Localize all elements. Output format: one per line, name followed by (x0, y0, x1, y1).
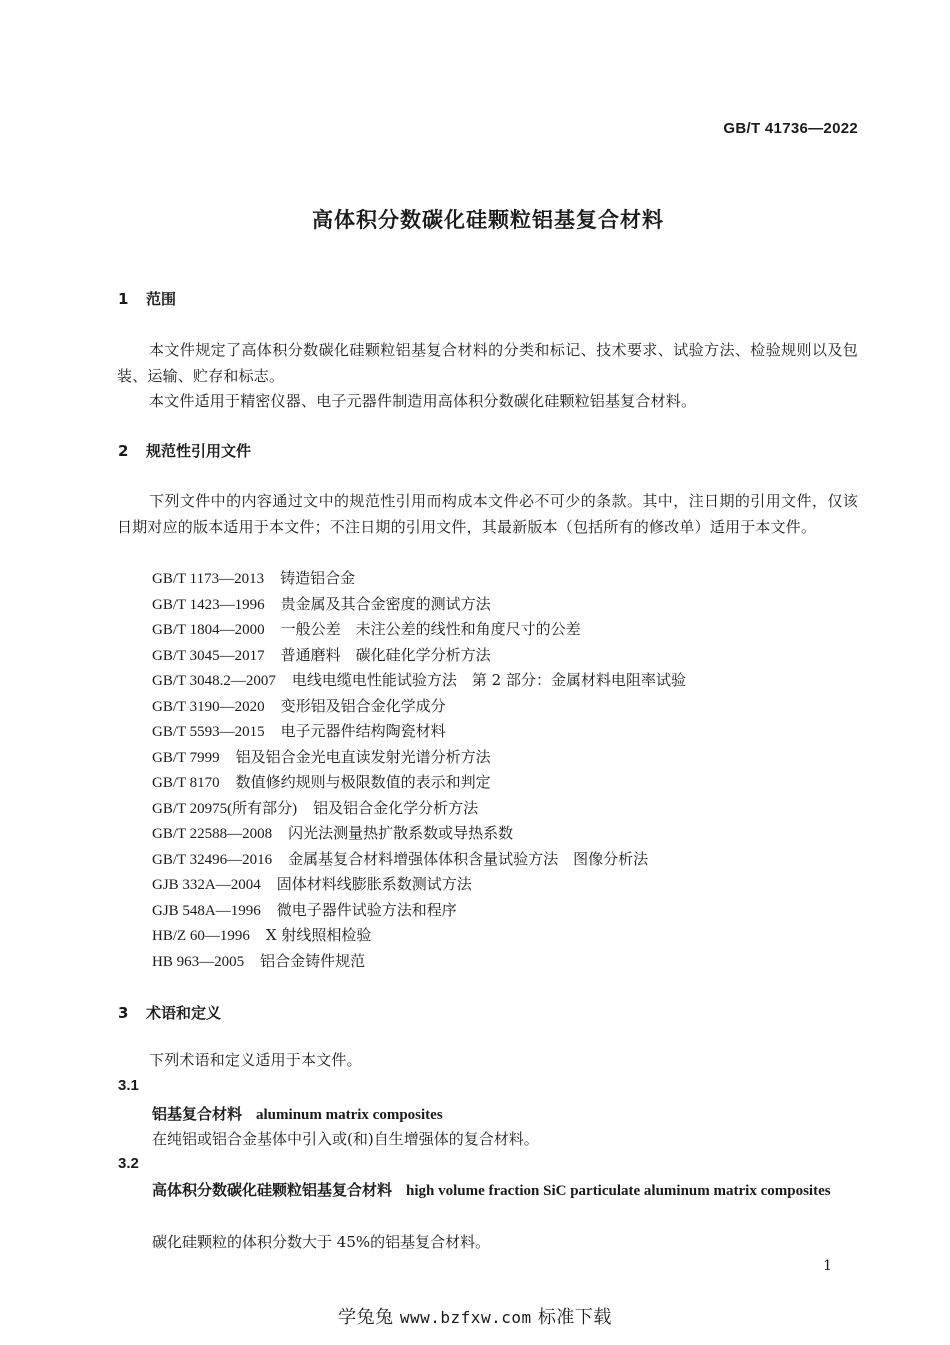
reference-title: 铝及铝合金光电直读发射光谱分析方法 (235, 747, 491, 766)
reference-code: GB/T 8170 (152, 775, 220, 791)
standard-code: GB/T 41736—2022 (723, 120, 858, 137)
section-number: 2 (118, 442, 129, 460)
reference-code: GB/T 3045—2017 (152, 647, 265, 664)
section-number: 1 (118, 290, 129, 308)
term-name (152, 1103, 443, 1124)
terms-intro: 下列术语和定义适用于本文件。 (149, 1051, 362, 1069)
term-definition: 碳化硅颗粒的体积分数大于 45%的铝基复合材料。 (152, 1233, 491, 1251)
reference-item (152, 694, 686, 720)
term-name-zh: 高体积分数碳化硅颗粒铝基复合材料 (152, 1181, 393, 1199)
reference-code: GB/T 32496—2016 (152, 851, 273, 868)
watermark-tag: 标准下载 (537, 1307, 612, 1328)
reference-item (152, 643, 686, 669)
section-1-heading (118, 288, 176, 309)
section-number: 3 (118, 1004, 129, 1022)
reference-code: GB/T 3190—2020 (152, 698, 265, 715)
reference-title: 变形铝及铝合金化学成分 (280, 696, 446, 715)
reference-title: 电子元器件结构陶瓷材料 (280, 722, 446, 740)
reference-list (152, 566, 686, 974)
reference-code: GJB 332A—2004 (152, 877, 261, 893)
scope-paragraph-1: 本文件规定了高体积分数碳化硅颗粒铝基复合材料的分类和标记、技术要求、试验方法、检验规则以及包装、运输、贮存和标志。 (117, 341, 858, 385)
reference-title: 贵金属及其合金密度的测试方法 (280, 594, 491, 613)
reference-code: HB/Z 60—1996 (152, 928, 250, 944)
reference-code: GB/T 1804—2000 (152, 622, 265, 638)
page-number: 1 (823, 1258, 832, 1274)
section-2-heading (118, 440, 251, 461)
reference-title: X 射线照相检验 (265, 926, 372, 944)
reference-item (152, 796, 686, 822)
reference-item (152, 745, 686, 771)
reference-title: 金属基复合材料增强体体积含量试验方法 图像分析法 (288, 849, 649, 868)
reference-title: 数值修约规则与极限数值的表示和判定 (235, 773, 491, 791)
section-title: 范围 (146, 290, 177, 308)
term-name (152, 1178, 858, 1203)
section-title: 术语和定义 (146, 1004, 222, 1022)
reference-title: 铝及铝合金化学分析方法 (313, 798, 479, 817)
reference-item (152, 592, 686, 618)
reference-title: 铸造铝合金 (280, 569, 356, 587)
term-name-en: high volume fraction SiC particulate aluminum matrix composites (406, 1183, 831, 1199)
reference-item (152, 821, 686, 847)
term-definition: 在纯铝或铝合金基体中引入或(和)自生增强体的复合材料。 (152, 1130, 539, 1148)
reference-item (152, 847, 686, 873)
normative-intro: 下列文件中的内容通过文中的规范性引用而构成本文件必不可少的条款。其中，注日期的引用文件，仅该日期对应的版本适用于本文件；不注日期的引用文件，其最新版本（包括所有的修改单）适用于本文件。 (117, 492, 858, 536)
reference-code: GJB 548A—1996 (152, 902, 261, 919)
reference-item (152, 668, 686, 694)
reference-item (152, 719, 686, 745)
reference-item (152, 872, 686, 898)
reference-title: 普通磨料 碳化硅化学分析方法 (280, 645, 491, 664)
reference-item (152, 949, 686, 975)
reference-code: GB/T 1423—1996 (152, 596, 265, 613)
reference-code: GB/T 22588—2008 (152, 826, 273, 842)
reference-title: 闪光法测量热扩散系数或导热系数 (288, 824, 514, 842)
reference-title: 电线电缆电性能试验方法 第 2 部分：金属材料电阻率试验 (291, 671, 686, 689)
watermark-url: www.bzfxw.com (399, 1308, 532, 1327)
reference-code: GB/T 20975(所有部分) (152, 800, 298, 817)
term-number: 3.1 (118, 1077, 139, 1094)
term-name-en: aluminum matrix composites (256, 1107, 443, 1123)
reference-title: 铝合金铸件规范 (260, 951, 366, 970)
reference-title: 固体材料线膨胀系数测试方法 (276, 875, 472, 893)
section-3-heading (118, 1002, 221, 1023)
reference-item (152, 617, 686, 643)
reference-code: GB/T 3048.2—2007 (152, 673, 276, 689)
reference-item (152, 566, 686, 592)
term-number: 3.2 (118, 1155, 139, 1172)
reference-item (152, 923, 686, 949)
reference-code: GB/T 1173—2013 (152, 571, 265, 587)
reference-item (152, 898, 686, 924)
document-title: 高体积分数碳化硅颗粒铝基复合材料 (312, 208, 664, 232)
watermark-site: 学兔兔 (338, 1307, 394, 1328)
reference-code: HB 963—2005 (152, 953, 245, 970)
reference-item (152, 770, 686, 796)
reference-code: GB/T 7999 (152, 749, 220, 766)
term-name-zh: 铝基复合材料 (152, 1105, 243, 1123)
reference-title: 一般公差 未注公差的线性和角度尺寸的公差 (280, 620, 581, 638)
scope-paragraph-2: 本文件适用于精密仪器、电子元器件制造用高体积分数碳化硅颗粒铝基复合材料。 (149, 392, 697, 410)
section-title: 规范性引用文件 (146, 442, 252, 460)
watermark (0, 1303, 950, 1329)
reference-title: 微电子器件试验方法和程序 (276, 900, 457, 919)
reference-code: GB/T 5593—2015 (152, 724, 265, 740)
